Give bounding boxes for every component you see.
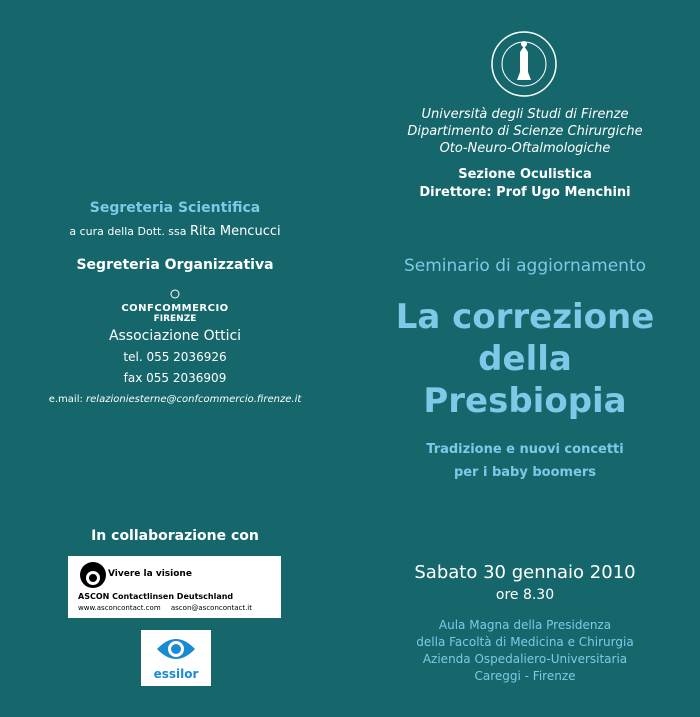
event-time: ore 8.30: [495, 587, 555, 603]
title-line3: Presbiopia: [423, 381, 627, 421]
confcommercio-logo: [0, 284, 350, 324]
scientific-care: [0, 224, 350, 239]
venue-line3: Azienda Ospedaliero-Universitaria: [422, 652, 628, 666]
subtitle-line1: Tradizione e nuovi concetti: [426, 442, 624, 457]
email-label: e.mail:: [48, 394, 83, 405]
association-name: Associazione Ottici: [108, 328, 242, 344]
ascon-name: ASCON Contactlinsen Deutschland: [78, 592, 234, 601]
university-name: Università degli Studi di Firenze: [421, 107, 629, 122]
essilor-logo: [141, 630, 211, 686]
department-line1: Dipartimento di Scienze Chirurgiche: [407, 124, 643, 139]
confcommercio-line2: FIRENZE: [153, 314, 197, 324]
seminar-label: Seminario di aggiornamento: [403, 256, 647, 276]
ascon-contacts: [78, 604, 252, 612]
fax: fax 055 2036909: [123, 371, 227, 385]
venue-line2: della Facoltà di Medicina e Chirurgia: [416, 635, 634, 649]
ascon-eye-icon: [78, 560, 108, 590]
director-name: Direttore: Prof Ugo Menchini: [419, 185, 631, 200]
email-line: [0, 394, 350, 405]
ascon-web[interactable]: www.asconcontact.com: [78, 604, 161, 612]
event-date: Sabato 30 gennaio 2010: [414, 562, 636, 583]
essilor-eye-icon: [155, 633, 197, 665]
venue-line1: Aula Magna della Presidenza: [438, 618, 612, 632]
university-seal: [490, 30, 558, 98]
subtitle-line2: per i baby boomers: [453, 465, 597, 480]
scientific-care-name: Rita Mencucci: [190, 224, 281, 239]
ascon-logo: [68, 556, 281, 618]
email-link[interactable]: relazioniesterne@confcommercio.firenze.it: [86, 394, 302, 405]
telephone: tel. 055 2036926: [123, 350, 227, 364]
confcommercio-emblem-icon: [170, 289, 180, 299]
title-line1: La correzione: [395, 297, 655, 337]
ascon-tagline: Vivere la visione: [108, 569, 192, 579]
venue-line4: Careggi - Firenze: [474, 669, 576, 683]
section-name: Sezione Oculistica: [458, 167, 592, 182]
org-secretariat: Segreteria Organizzativa: [76, 257, 274, 273]
essilor-text: essilor: [153, 667, 199, 681]
department-line2: Oto-Neuro-Oftalmologiche: [439, 141, 611, 156]
scientific-secretariat: Segreteria Scientifica: [89, 200, 261, 216]
ascon-mail[interactable]: ascon@asconcontact.it: [170, 604, 252, 612]
collaboration-label: In collaborazione con: [91, 528, 259, 544]
confcommercio-line1: CONFCOMMERCIO: [121, 303, 229, 314]
scientific-care-prefix: a cura della Dott. ssa: [69, 225, 187, 238]
title-line2: della: [478, 339, 572, 379]
